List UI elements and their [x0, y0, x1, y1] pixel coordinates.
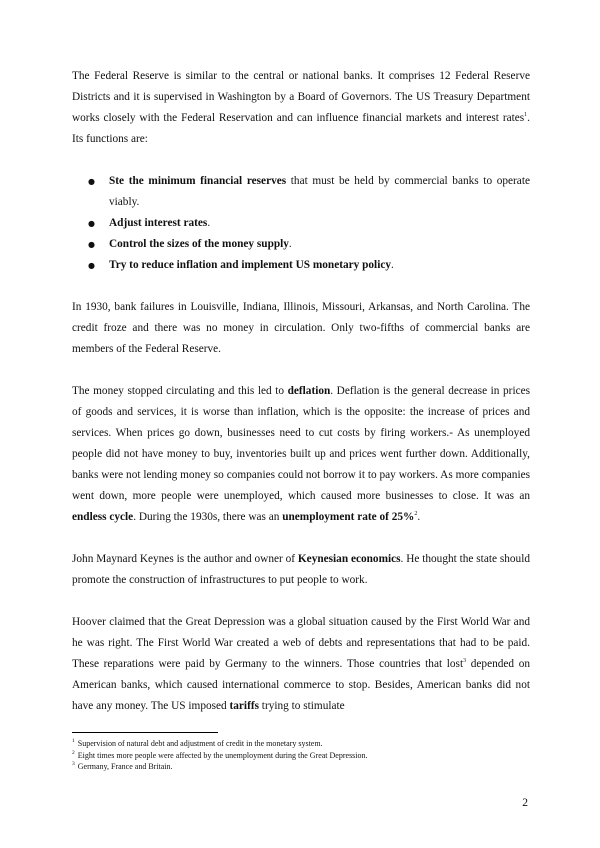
paragraph-deflation: The money stopped circulating and this led to deflation. Deflation is the general decrease in prices of goods and services, it is worse than inflation, which is the opposite: the increase of prices and services. When prices go down, businesses need to cut costs by firing workers.- As unemployed people did not have money to buy, inventories built up and prices went further down. Additionally, banks were not lending money so companies could not borrow it to pay workers. As more companies went down, more people were unemployed, which caused more businesses to close. It was an endless cycle. During the 1930s, there was an unemployment rate of 25%$^2$.	[72, 385, 531, 523]
footnotes	[72, 738, 532, 773]
paragraph-hoover: Hoover claimed that the Great Depression was a global situation caused by the First World War and he was right. The First World War created a web of debts and representations that had to be paid. These reparations were paid by Germany to the winners. Those countries that lost$^3$ depended on American banks, which caused international commerce to stop. Besides, American banks did not have any money. The US imposed tariffs trying to stimulate	[72, 616, 530, 712]
functions-list	[72, 171, 530, 276]
footnote-ref-3: 3	[463, 658, 467, 665]
footnote-2: $^2$ Eight times more people were affected by the unemployment during the Great Depression.	[72, 749, 368, 760]
footnote-divider	[72, 732, 218, 733]
list-item: ● Control the sizes of the money supply.	[72, 234, 530, 255]
body-text	[72, 66, 530, 738]
list-item: ● Ste the minimum financial reserves that must be held by commercial banks to operate viably.	[72, 171, 530, 213]
footnote-3: $^3$ Germany, France and Britain.	[72, 761, 173, 771]
paragraph-bank-failures: In 1930, bank failures in Louisville, Indiana, Illinois, Missouri, Arkansas, and North Carolina. The credit froze and there was no money in circulation. Only two-fifths of commercial banks are members of the Federal Reserve.	[72, 301, 530, 355]
list-item: ● Try to reduce inflation and implement US monetary policy.	[72, 255, 530, 276]
paragraph-keynes: John Maynard Keynes is the author and owner of Keynesian economics. He thought the state should promote the construction of infrastructures to put people to work.	[72, 553, 530, 586]
footnote-1: $^1$ Supervision of natural debt and adjustment of credit in the monetary system.	[72, 738, 323, 748]
footnote-ref-1: 1	[524, 112, 528, 119]
footnote-ref-2: 2	[414, 511, 418, 518]
paragraph-federal-reserve: The Federal Reserve is similar to the central or national banks. It comprises 12 Federal Reserve Districts and it is supervised in Washington by a Board of Governors. The US Treasury Department works closely with the Federal Reservation and can influence financial markets and interest rates$^1$. Its functions are:	[72, 70, 530, 145]
list-item: ● Adjust interest rates.	[72, 213, 530, 234]
page-number: 2	[522, 797, 528, 809]
